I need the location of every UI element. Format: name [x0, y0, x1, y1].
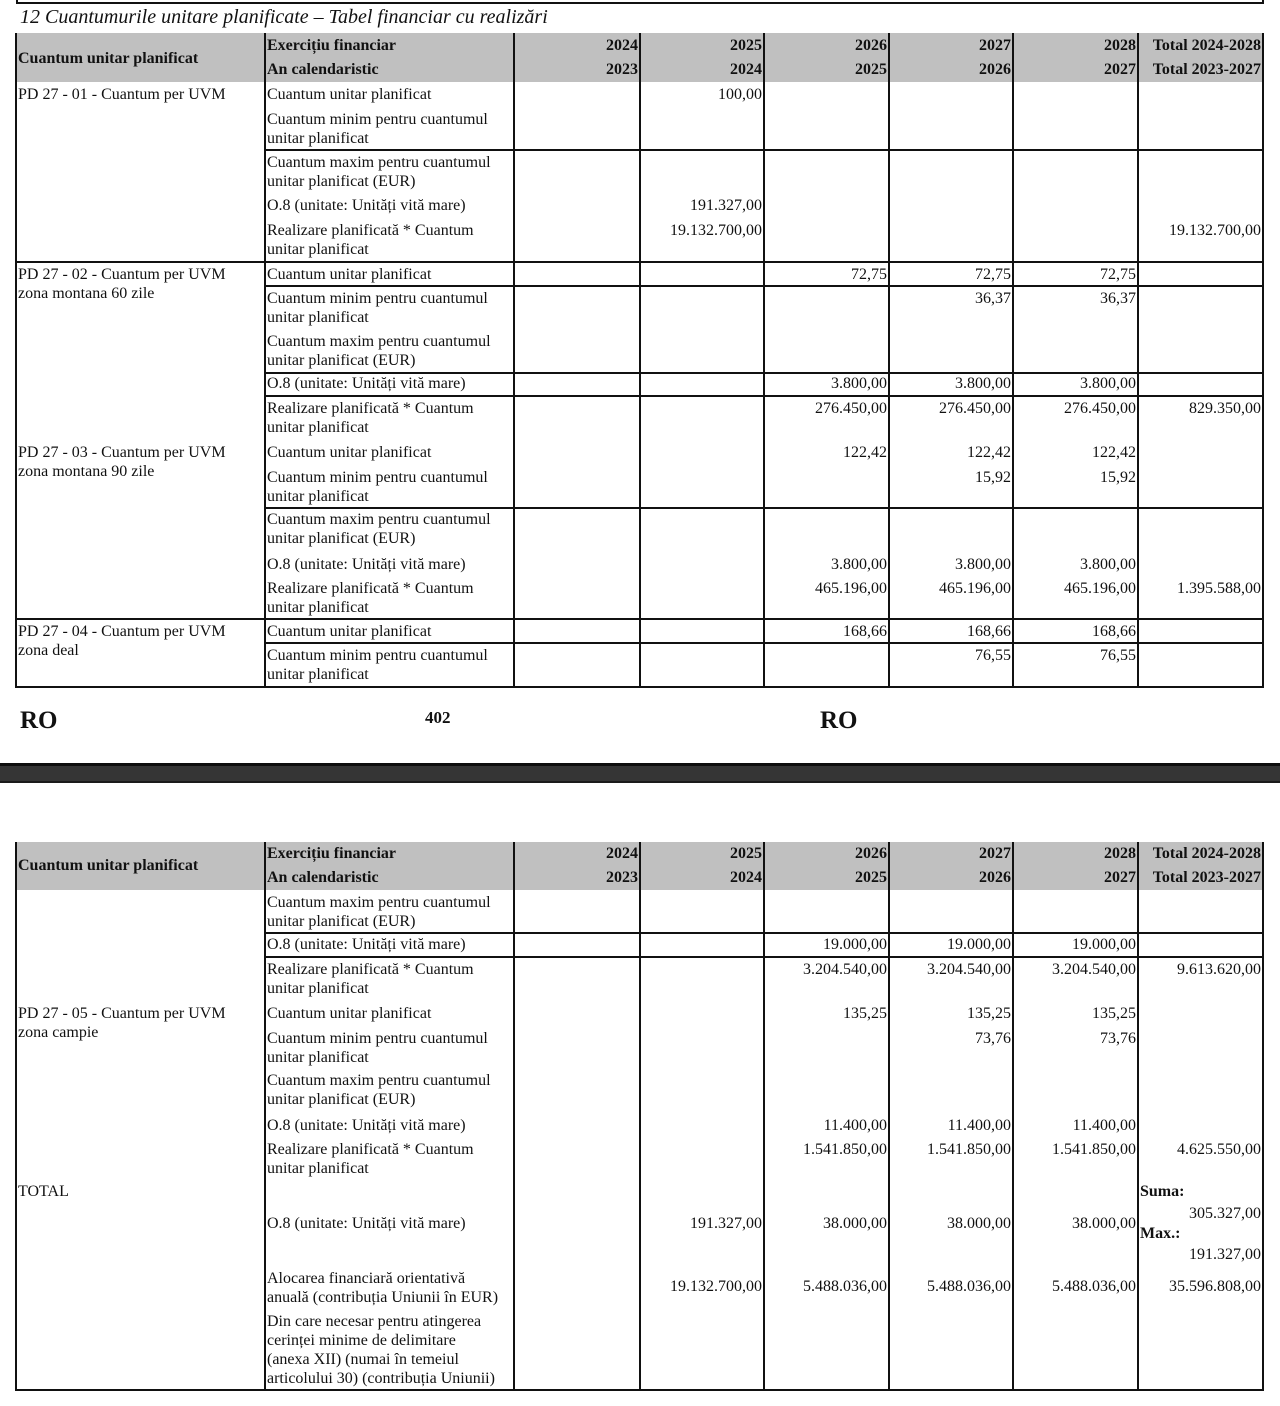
table-border-bottom [16, 686, 1264, 688]
column-divider [888, 842, 890, 1391]
column-divider [1012, 842, 1014, 1391]
column-divider [513, 842, 515, 1391]
footer-language-mark-right: RO [820, 707, 858, 734]
footer-page-number: 402 [425, 708, 451, 727]
header-col-label: Cuantum unitar planificat [18, 50, 199, 67]
value-2025: 19.132.700,00 [670, 1278, 762, 1295]
header-fy-total: Total 2024-2028 [1152, 845, 1261, 862]
column-divider [1137, 842, 1139, 1391]
table-border-right [1262, 33, 1264, 688]
value-2026: 135,25 [843, 1005, 887, 1022]
column-divider [639, 842, 641, 1391]
row-label: Cuantum maxim pentru cuantumul unitar planificat (EUR) [267, 894, 491, 930]
total-max-value: 191.327,00 [1189, 1246, 1261, 1263]
header-fy-2028: 2028 [1104, 37, 1136, 54]
value-2026: 19.000,00 [823, 936, 887, 953]
value-2028: 72,75 [1100, 266, 1136, 283]
row-label: O.8 (unitate: Unități vită mare) [267, 936, 466, 953]
row-label: O.8 (unitate: Unități vită mare) [267, 197, 466, 214]
value-2027: 1.541.850,00 [927, 1141, 1011, 1158]
value-2027: 3.800,00 [955, 556, 1011, 573]
row-label: O.8 (unitate: Unități vită mare) [267, 556, 466, 573]
value-2028: 168,66 [1092, 623, 1136, 640]
header-fy-total: Total 2024-2028 [1152, 37, 1261, 54]
column-divider [264, 33, 266, 688]
row-divider [265, 285, 1264, 287]
value-2027: 5.488.036,00 [927, 1278, 1011, 1295]
total-max-label: Max.: [1140, 1225, 1181, 1242]
row-label: O.8 (unitate: Unități vită mare) [267, 1215, 466, 1232]
column-divider [639, 33, 641, 688]
header-cy-2023: 2023 [606, 869, 638, 886]
section-title: 12 Cuantumurile unitare planificate – Tabel financiar cu realizări [20, 6, 548, 28]
value-2027: 76,55 [975, 647, 1011, 664]
row-divider [265, 372, 1264, 374]
value-2027: 38.000,00 [947, 1215, 1011, 1232]
header-fy-2025: 2025 [730, 845, 762, 862]
row-label: Realizare planificată * Cuantum unitar planificat [267, 400, 474, 436]
value-2027: 73,76 [975, 1030, 1011, 1047]
value-2027: 122,42 [967, 444, 1011, 461]
value-2028: 122,42 [1092, 444, 1136, 461]
value-total: 829.350,00 [1189, 400, 1261, 417]
value-2028: 11.400,00 [1072, 1117, 1136, 1134]
row-label: Cuantum minim pentru cuantumul unitar planificat [267, 290, 488, 326]
value-2028: 73,76 [1100, 1030, 1136, 1047]
row-label: Cuantum unitar planificat [267, 266, 432, 283]
value-2026: 168,66 [843, 623, 887, 640]
value-2028: 5.488.036,00 [1052, 1278, 1136, 1295]
column-divider [763, 842, 765, 1391]
row-label: Cuantum minim pentru cuantumul unitar planificat [267, 647, 488, 683]
table-border-right [1262, 842, 1264, 1391]
value-2028: 465.196,00 [1064, 580, 1136, 597]
value-total: 4.625.550,00 [1177, 1141, 1261, 1158]
row-label: Realizare planificată * Cuantum unitar planificat [267, 580, 474, 616]
group-name-pd27-05: PD 27 - 05 - Cuantum per UVM zona campie [18, 1005, 226, 1041]
row-divider [265, 956, 1264, 958]
group-name-pd27-04: PD 27 - 04 - Cuantum per UVM zona deal [18, 623, 226, 659]
header-fy-2026: 2026 [855, 37, 887, 54]
group-name-total: TOTAL [18, 1183, 69, 1200]
row-label: Cuantum unitar planificat [267, 1005, 432, 1022]
header-cy-2026: 2026 [979, 869, 1011, 886]
row-label: Din care necesar pentru atingerea cerinței minime de delimitare (anexa XII) (numai în temeiul articolului 30) (contribuția Uniunii) [267, 1313, 495, 1387]
value-2027: 36,37 [975, 290, 1011, 307]
value-2028: 135,25 [1092, 1005, 1136, 1022]
header-cy-2023: 2023 [606, 61, 638, 78]
value-2028: 3.204.540,00 [1052, 961, 1136, 978]
header-cy-total: Total 2023-2027 [1152, 61, 1261, 78]
header-fy-2024: 2024 [606, 845, 638, 862]
value-2026: 5.488.036,00 [803, 1278, 887, 1295]
column-divider [1137, 33, 1139, 688]
page-separator [0, 763, 1280, 783]
group-name-pd27-02: PD 27 - 02 - Cuantum per UVM zona montana 60 zile [18, 266, 226, 302]
row-label: Cuantum unitar planificat [267, 623, 432, 640]
value-2028: 76,55 [1100, 647, 1136, 664]
value-2028: 3.800,00 [1080, 375, 1136, 392]
value-2027: 72,75 [975, 266, 1011, 283]
row-label: Cuantum minim pentru cuantumul unitar planificat [267, 469, 488, 505]
row-divider [265, 642, 1264, 644]
column-divider [763, 33, 765, 688]
value-2027: 135,25 [967, 1005, 1011, 1022]
value-total: 19.132.700,00 [1169, 222, 1261, 239]
row-label: Cuantum minim pentru cuantumul unitar planificat [267, 1030, 488, 1066]
value-2027: 19.000,00 [947, 936, 1011, 953]
row-label: Cuantum maxim pentru cuantumul unitar planificat (EUR) [267, 511, 491, 547]
value-2028: 15,92 [1100, 469, 1136, 486]
row-label: Cuantum maxim pentru cuantumul unitar planificat (EUR) [267, 154, 491, 190]
value-2026: 1.541.850,00 [803, 1141, 887, 1158]
value-2028: 276.450,00 [1064, 400, 1136, 417]
value-2026: 72,75 [851, 266, 887, 283]
header-cy-2025: 2025 [855, 869, 887, 886]
header-calendar-year-label: An calendaristic [267, 61, 379, 78]
value-2026: 276.450,00 [815, 400, 887, 417]
row-label: Cuantum unitar planificat [267, 86, 432, 103]
header-fy-2027: 2027 [979, 37, 1011, 54]
table-border-left [15, 842, 17, 1391]
row-label: Alocarea financiară orientativă anuală (contribuția Uniunii în EUR) [267, 1270, 499, 1306]
value-2027: 3.800,00 [955, 375, 1011, 392]
row-divider [265, 932, 1264, 934]
value-2025: 19.132.700,00 [670, 222, 762, 239]
value-2026: 465.196,00 [815, 580, 887, 597]
row-label: Realizare planificată * Cuantum unitar planificat [267, 1141, 474, 1177]
row-label: Cuantum maxim pentru cuantumul unitar planificat (EUR) [267, 1072, 491, 1108]
group-divider [16, 618, 1264, 620]
value-2025: 191.327,00 [690, 197, 762, 214]
header-financial-year-label: Exercițiu financiar [267, 845, 397, 862]
group-divider [16, 261, 1264, 263]
value-2027: 168,66 [967, 623, 1011, 640]
header-fy-2024: 2024 [606, 37, 638, 54]
value-2028: 19.000,00 [1072, 936, 1136, 953]
previous-table-bottom-border [16, 0, 1264, 4]
table-border-left [15, 33, 17, 688]
group-name-pd27-01: PD 27 - 01 - Cuantum per UVM [18, 86, 226, 103]
header-fy-2026: 2026 [855, 845, 887, 862]
row-label: O.8 (unitate: Unități vită mare) [267, 1117, 466, 1134]
row-label: Cuantum minim pentru cuantumul unitar planificat [267, 111, 488, 147]
value-2028: 3.800,00 [1080, 556, 1136, 573]
value-2027: 465.196,00 [939, 580, 1011, 597]
value-2026: 3.800,00 [831, 556, 887, 573]
header-cy-2025: 2025 [855, 61, 887, 78]
value-2027: 15,92 [975, 469, 1011, 486]
value-2028: 38.000,00 [1072, 1215, 1136, 1232]
header-cy-2024: 2024 [730, 869, 762, 886]
column-divider [1012, 33, 1014, 688]
header-cy-2026: 2026 [979, 61, 1011, 78]
column-divider [513, 33, 515, 688]
column-divider [264, 842, 266, 1391]
value-2028: 36,37 [1100, 290, 1136, 307]
table-border-bottom [16, 1389, 1264, 1391]
value-2026: 122,42 [843, 444, 887, 461]
row-label: O.8 (unitate: Unități vită mare) [267, 375, 466, 392]
row-divider [265, 149, 1264, 151]
value-2026: 3.204.540,00 [803, 961, 887, 978]
header-cy-2027: 2027 [1104, 61, 1136, 78]
row-label: Realizare planificată * Cuantum unitar planificat [267, 961, 474, 997]
value-2028: 1.541.850,00 [1052, 1141, 1136, 1158]
header-cy-2027: 2027 [1104, 869, 1136, 886]
value-total: 9.613.620,00 [1177, 961, 1261, 978]
row-label: Cuantum maxim pentru cuantumul unitar planificat (EUR) [267, 333, 491, 369]
row-label: Cuantum unitar planificat [267, 444, 432, 461]
header-fy-2028: 2028 [1104, 845, 1136, 862]
row-divider [265, 507, 1264, 509]
value-2027: 11.400,00 [947, 1117, 1011, 1134]
value-total: 35.596.808,00 [1169, 1278, 1261, 1295]
value-2026: 38.000,00 [823, 1215, 887, 1232]
value-2027: 3.204.540,00 [927, 961, 1011, 978]
column-divider [888, 33, 890, 688]
value-2026: 11.400,00 [823, 1117, 887, 1134]
header-financial-year-label: Exercițiu financiar [267, 37, 397, 54]
header-cy-total: Total 2023-2027 [1152, 869, 1261, 886]
value-2025: 191.327,00 [690, 1215, 762, 1232]
header-fy-2027: 2027 [979, 845, 1011, 862]
total-sum-value: 305.327,00 [1189, 1205, 1261, 1222]
value-2025: 100,00 [718, 86, 762, 103]
header-cy-2024: 2024 [730, 61, 762, 78]
value-2027: 276.450,00 [939, 400, 1011, 417]
total-sum-label: Suma: [1140, 1183, 1185, 1200]
header-col-label: Cuantum unitar planificat [18, 857, 199, 874]
header-calendar-year-label: An calendaristic [267, 869, 379, 886]
group-name-pd27-03: PD 27 - 03 - Cuantum per UVM zona montana 90 zile [18, 444, 226, 480]
footer-language-mark-left: RO [20, 707, 58, 734]
row-label: Realizare planificată * Cuantum unitar planificat [267, 222, 474, 258]
header-fy-2025: 2025 [730, 37, 762, 54]
value-total: 1.395.588,00 [1177, 580, 1261, 597]
value-2026: 3.800,00 [831, 375, 887, 392]
row-divider [265, 395, 1264, 397]
